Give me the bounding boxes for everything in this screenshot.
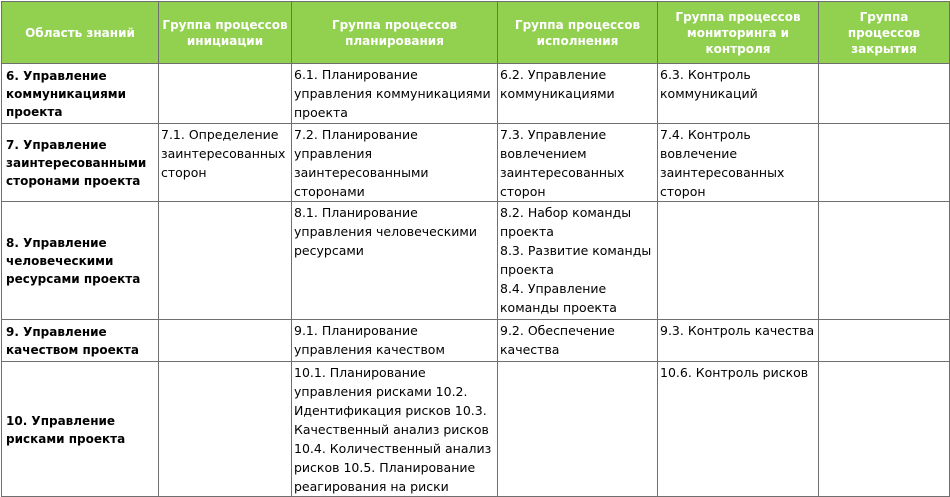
header-planning: Группа процессов планирования: [292, 2, 498, 64]
knowledge-area-cell: 10. Управление рисками проекта: [2, 362, 159, 497]
header-initiation: Группа процессов инициации: [159, 2, 292, 64]
header-closing: Группа процессов закрытия: [819, 2, 950, 64]
initiation-cell: [159, 362, 292, 497]
planning-cell: [292, 320, 498, 362]
closing-cell: [819, 202, 950, 320]
monitoring-cell: [658, 202, 819, 320]
closing-cell: [819, 362, 950, 497]
knowledge-area-cell: 8. Управление человеческими ресурсами проекта: [2, 202, 159, 320]
header-execution: Группа процессов исполнения: [498, 2, 658, 64]
planning-cell: [292, 124, 498, 202]
process-item: 9.2. Обеспечение качества: [500, 323, 615, 357]
knowledge-area-cell: 6. Управление коммуникациями проекта: [2, 64, 159, 124]
execution-cell: [498, 64, 658, 124]
execution-cell: [498, 320, 658, 362]
table-row: [2, 124, 950, 202]
initiation-cell: [159, 124, 292, 202]
process-item: 8.2. Набор команды проекта: [500, 205, 632, 239]
process-item: 8.4. Управление команды проекта: [500, 281, 617, 315]
header-row: [2, 2, 950, 64]
monitoring-cell: [658, 362, 819, 497]
table-row: [2, 202, 950, 320]
process-item: 10.1. Планирование управления рисками 10.2. Идентификация рисков 10.3. Качественный анализ рисков 10.4. Количественный анализ рисков 10.5. Планирование реагирования на риски: [294, 365, 492, 494]
table-row: [2, 320, 950, 362]
closing-cell: [819, 124, 950, 202]
process-item: 10.6. Контроль рисков: [660, 365, 809, 380]
planning-cell: [292, 202, 498, 320]
process-item: 7.1. Определение заинтересованных сторон: [161, 127, 286, 180]
planning-cell: [292, 64, 498, 124]
monitoring-cell: [658, 320, 819, 362]
closing-cell: [819, 320, 950, 362]
process-item: 9.1. Планирование управления качеством: [294, 323, 445, 357]
process-item: 6.2. Управление коммуникациями: [500, 67, 615, 101]
initiation-cell: [159, 202, 292, 320]
process-item: 8.3. Развитие команды проекта: [500, 243, 652, 277]
execution-cell: [498, 202, 658, 320]
table-row: [2, 64, 950, 124]
process-item: 6.3. Контроль коммуникаций: [660, 67, 758, 101]
initiation-cell: [159, 320, 292, 362]
execution-cell: [498, 124, 658, 202]
table-row: [2, 362, 950, 497]
monitoring-cell: [658, 64, 819, 124]
knowledge-area-cell: 7. Управление заинтересованными сторонами проекта: [2, 124, 159, 202]
closing-cell: [819, 64, 950, 124]
process-item: 8.1. Планирование управления человеческими ресурсами: [294, 205, 477, 258]
process-item: 7.4. Контроль вовлечение заинтересованных сторон: [660, 127, 785, 199]
header-monitoring: Группа процессов мониторинга и контроля: [658, 2, 819, 64]
header-knowledge-area: Область знаний: [2, 2, 159, 64]
process-groups-table: [1, 1, 950, 497]
knowledge-area-cell: 9. Управление качеством проекта: [2, 320, 159, 362]
process-item: 7.3. Управление вовлечением заинтересованных сторон: [500, 127, 625, 199]
process-item: 7.2. Планирование управления заинтересованными сторонами: [294, 127, 429, 199]
monitoring-cell: [658, 124, 819, 202]
initiation-cell: [159, 64, 292, 124]
process-item: 9.3. Контроль качества: [660, 323, 815, 338]
execution-cell: [498, 362, 658, 497]
planning-cell: [292, 362, 498, 497]
process-item: 6.1. Планирование управления коммуникациями проекта: [294, 67, 491, 120]
